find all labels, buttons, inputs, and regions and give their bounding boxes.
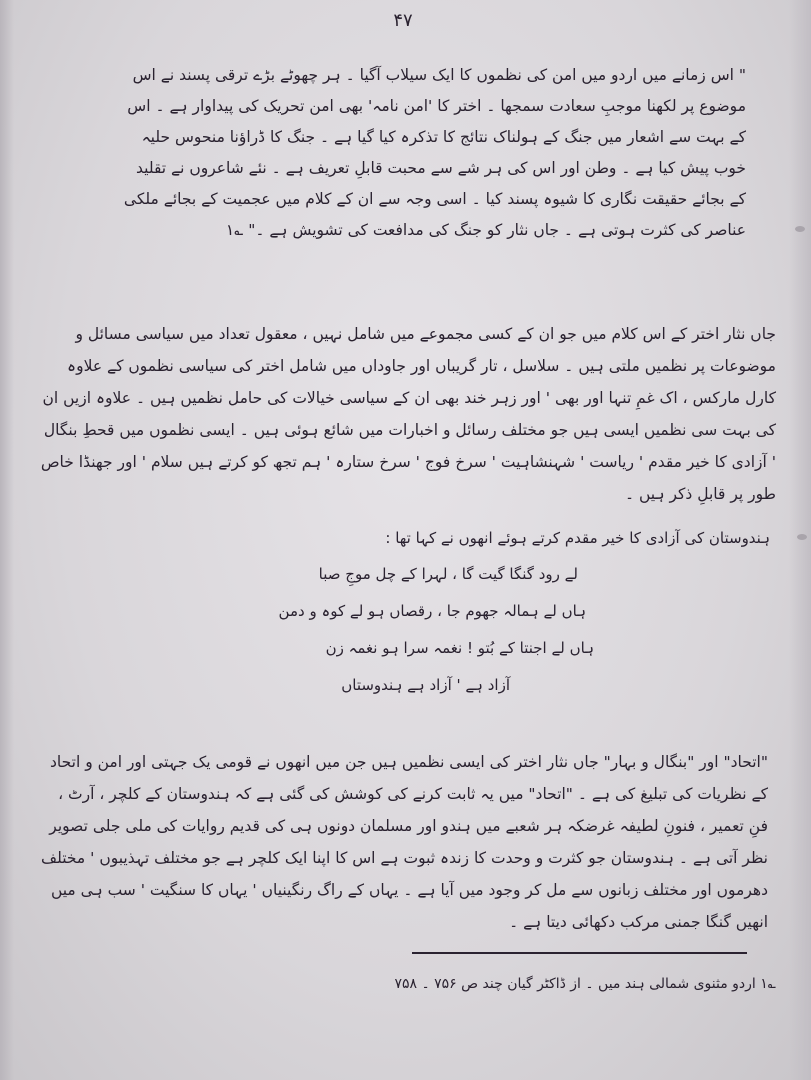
poem-introduction: ہندوستان کی آزادی کا خیر مقدم کرتے ہوئے انھوں نے کہا تھا :: [385, 529, 770, 547]
poem-line: ہاں لے ہمالہ جھوم جا ، رقصاں ہو لے کوہ و دمن: [278, 602, 586, 620]
poem-line: ہاں لے اجنتا کے بُتو ! نغمہ سرا ہو نغمہ زن: [325, 639, 594, 657]
page-left-shadow: [0, 0, 14, 1080]
paragraph-unity-poems: "اتحاد" اور "بنگال و بہار" جاں نثار اختر کی ایسی نظمیں ہیں جن میں انھوں نے قومی یک جہتی اور امن و اتحاد کے نظریات کی تبلیغ کی ہے ۔ "اتحاد" میں یہ ثابت کرنے کی کوشش کی گئی ہے کہ ہندوستان کے کلچر ، آرٹ ، فنِ تعمیر ، فنونِ لطیفہ غرضکہ ہر شعبے میں ہندو اور مسلمان دونوں ہی کی قدیم روایات کی ملی جلی تصویر نظر آتی ہے ۔ ہندوستان جو کثرت و وحدت کا زندہ ثبوت ہے اس کا اپنا ایک کلچر ہے جو مختلف تہذیبوں ' مختلف دھرموں اور مختلف زبانوں سے مل کر وجود میں آیا ہے ۔ یہاں کے راگ رنگینیاں ' یہاں کا سنگیت ' سب ہی میں انھیں گنگا جمنی مرکب دکھائی دیتا ہے ۔: [41, 753, 768, 931]
page-right-shadow: [789, 0, 811, 1080]
poem-line: آزاد ہے ' آزاد ہے ہندوستاں: [341, 676, 510, 694]
footnote-divider: [412, 952, 747, 954]
quoted-passage: " اس زمانے میں اردو میں امن کی نظموں کا ایک سیلاب آگیا ۔ ہر چھوٹے بڑے ترقی پسند نے اس موضوع پر لکھنا موجبِ سعادت سمجھا ۔ اختر کا 'امن نامہ' بھی امن تحریک کی پیداوار ہے ۔ اس کے بہت سے اشعار میں جنگ کے ہولناک نتائج کا تذکرہ کیا گیا ہے ۔ جنگ کا ڈراؤنا منحوس حلیہ خوب پیش کیا ہے ۔ وطن اور اس کی ہر شے سے محبت قابلِ تعریف ہے ۔ نئے شاعروں نے تقلید کے بجائے حقیقت نگاری کا شیوہ پسند کیا ۔ اسی وجہ سے ان کے کلام میں عجمیت کے بجائے ملکی عناصر کی کثرت ہوتی ہے ۔ جاں نثار کو جنگ کی مدافعت کی تشویش ہے ۔" ؎۱: [123, 66, 746, 239]
poem-stanza: [200, 556, 600, 704]
paragraph-political-poems: جاں نثار اختر کے اس کلام میں جو ان کے کسی مجموعے میں شامل نہیں ، معقول تعداد میں سیاسی مسائل و موضوعات پر نظمیں ملتی ہیں ۔ سلاسل ، تار گریباں اور جاوداں میں شامل اختر کی سیاسی نظموں کے علاوہ کارل مارکس ، اک غمِ تنہا اور بھی ' اور زہر خند بھی ان کے سیاسی خیالات کی حامل نظمیں ہیں ۔ علاوہ ازیں ان کی بہت سی نظمیں ایسی ہیں جو مختلف رسائل و اخبارات میں شائع ہوئی ہیں ۔ ایسی نظموں میں قحطِ بنگال ' آزادی کا خیر مقدم ' ریاست ' شہنشاہیت ' سرخ فوج ' سرخ ستارہ ' ہم تجھ کو کرتے ہیں سلام ' اور جھنڈا خاص طور پر قابلِ ذکر ہیں ۔: [40, 325, 776, 503]
binding-hole: [797, 534, 807, 540]
poem-line: لے رود گنگا گیت گا ، لہرا کے چل موجِ صبا: [318, 565, 578, 583]
footnote: ؎۱ اردو مثنوی شمالی ہند میں ۔ از ڈاکٹر گیان چند ص ۷۵۶ ۔ ۷۵۸: [394, 976, 776, 992]
page-number: ۴۷: [393, 10, 413, 31]
binding-hole: [795, 226, 805, 232]
